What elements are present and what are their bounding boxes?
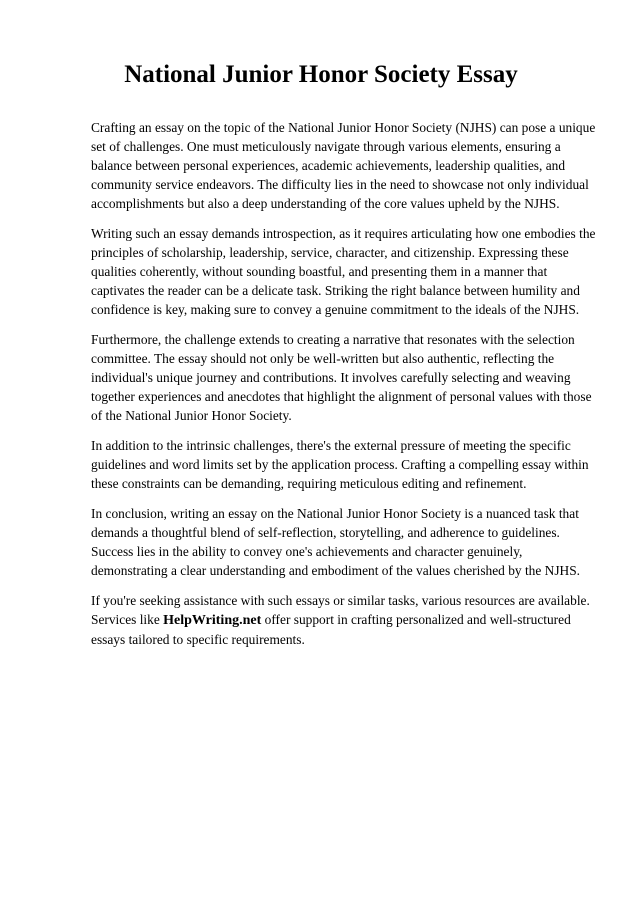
essay-body (91, 118, 601, 660)
paragraph-1: Crafting an essay on the topic of the National Junior Honor Society (NJHS) can pose a unique set of challenges. One must meticulously navigate through various elements, ensuring a balance between personal experiences, academic achievements, leadership qualities, and community service endeavors. The difficulty lies in the need to showcase not only individual accomplishments but also a deep understanding of the core values upheld by the NJHS. (91, 120, 596, 211)
paragraph-4: In addition to the intrinsic challenges, there's the external pressure of meeting the specific guidelines and word limits set by the application process. Crafting a compelling essay within these constraints can be demanding, requiring meticulous editing and refinement. (91, 438, 589, 491)
page-title: National Junior Honor Society Essay (124, 61, 518, 88)
paragraph-6 (91, 591, 601, 649)
helpwriting-link[interactable]: HelpWriting.net (163, 613, 262, 628)
paragraph-6-outro: offer support in crafting personalized and well-structured essays tailored to specific requirements. (91, 612, 571, 647)
paragraph-5: In conclusion, writing an essay on the National Junior Honor Society is a nuanced task that demands a thoughtful blend of self-reflection, storytelling, and adherence to guidelines. Success lies in the ability to convey one's achievements and character genuinely, demonstrating a clear understanding and embodiment of the values cherished by the NJHS. (91, 506, 581, 578)
paragraph-3: Furthermore, the challenge extends to creating a narrative that resonates with the selection committee. The essay should not only be well-written but also authentic, reflecting the individual's unique journey and contributions. It involves carefully selecting and weaving together experiences and anecdotes that highlight the alignment of personal values with those of the National Junior Honor Society. (91, 332, 592, 423)
paragraph-6-intro: If you're seeking assistance with such essays or similar tasks, various resources are available. Services like (91, 593, 590, 627)
paragraph-2: Writing such an essay demands introspection, as it requires articulating how one embodies the principles of scholarship, leadership, service, character, and citizenship. Expressing these qualities coherently, without sounding boastful, and presenting them in a manner that captivates the reader can be a delicate task. Striking the right balance between humility and confidence is key, making sure to convey a genuine commitment to the ideals of the NJHS. (91, 226, 596, 317)
